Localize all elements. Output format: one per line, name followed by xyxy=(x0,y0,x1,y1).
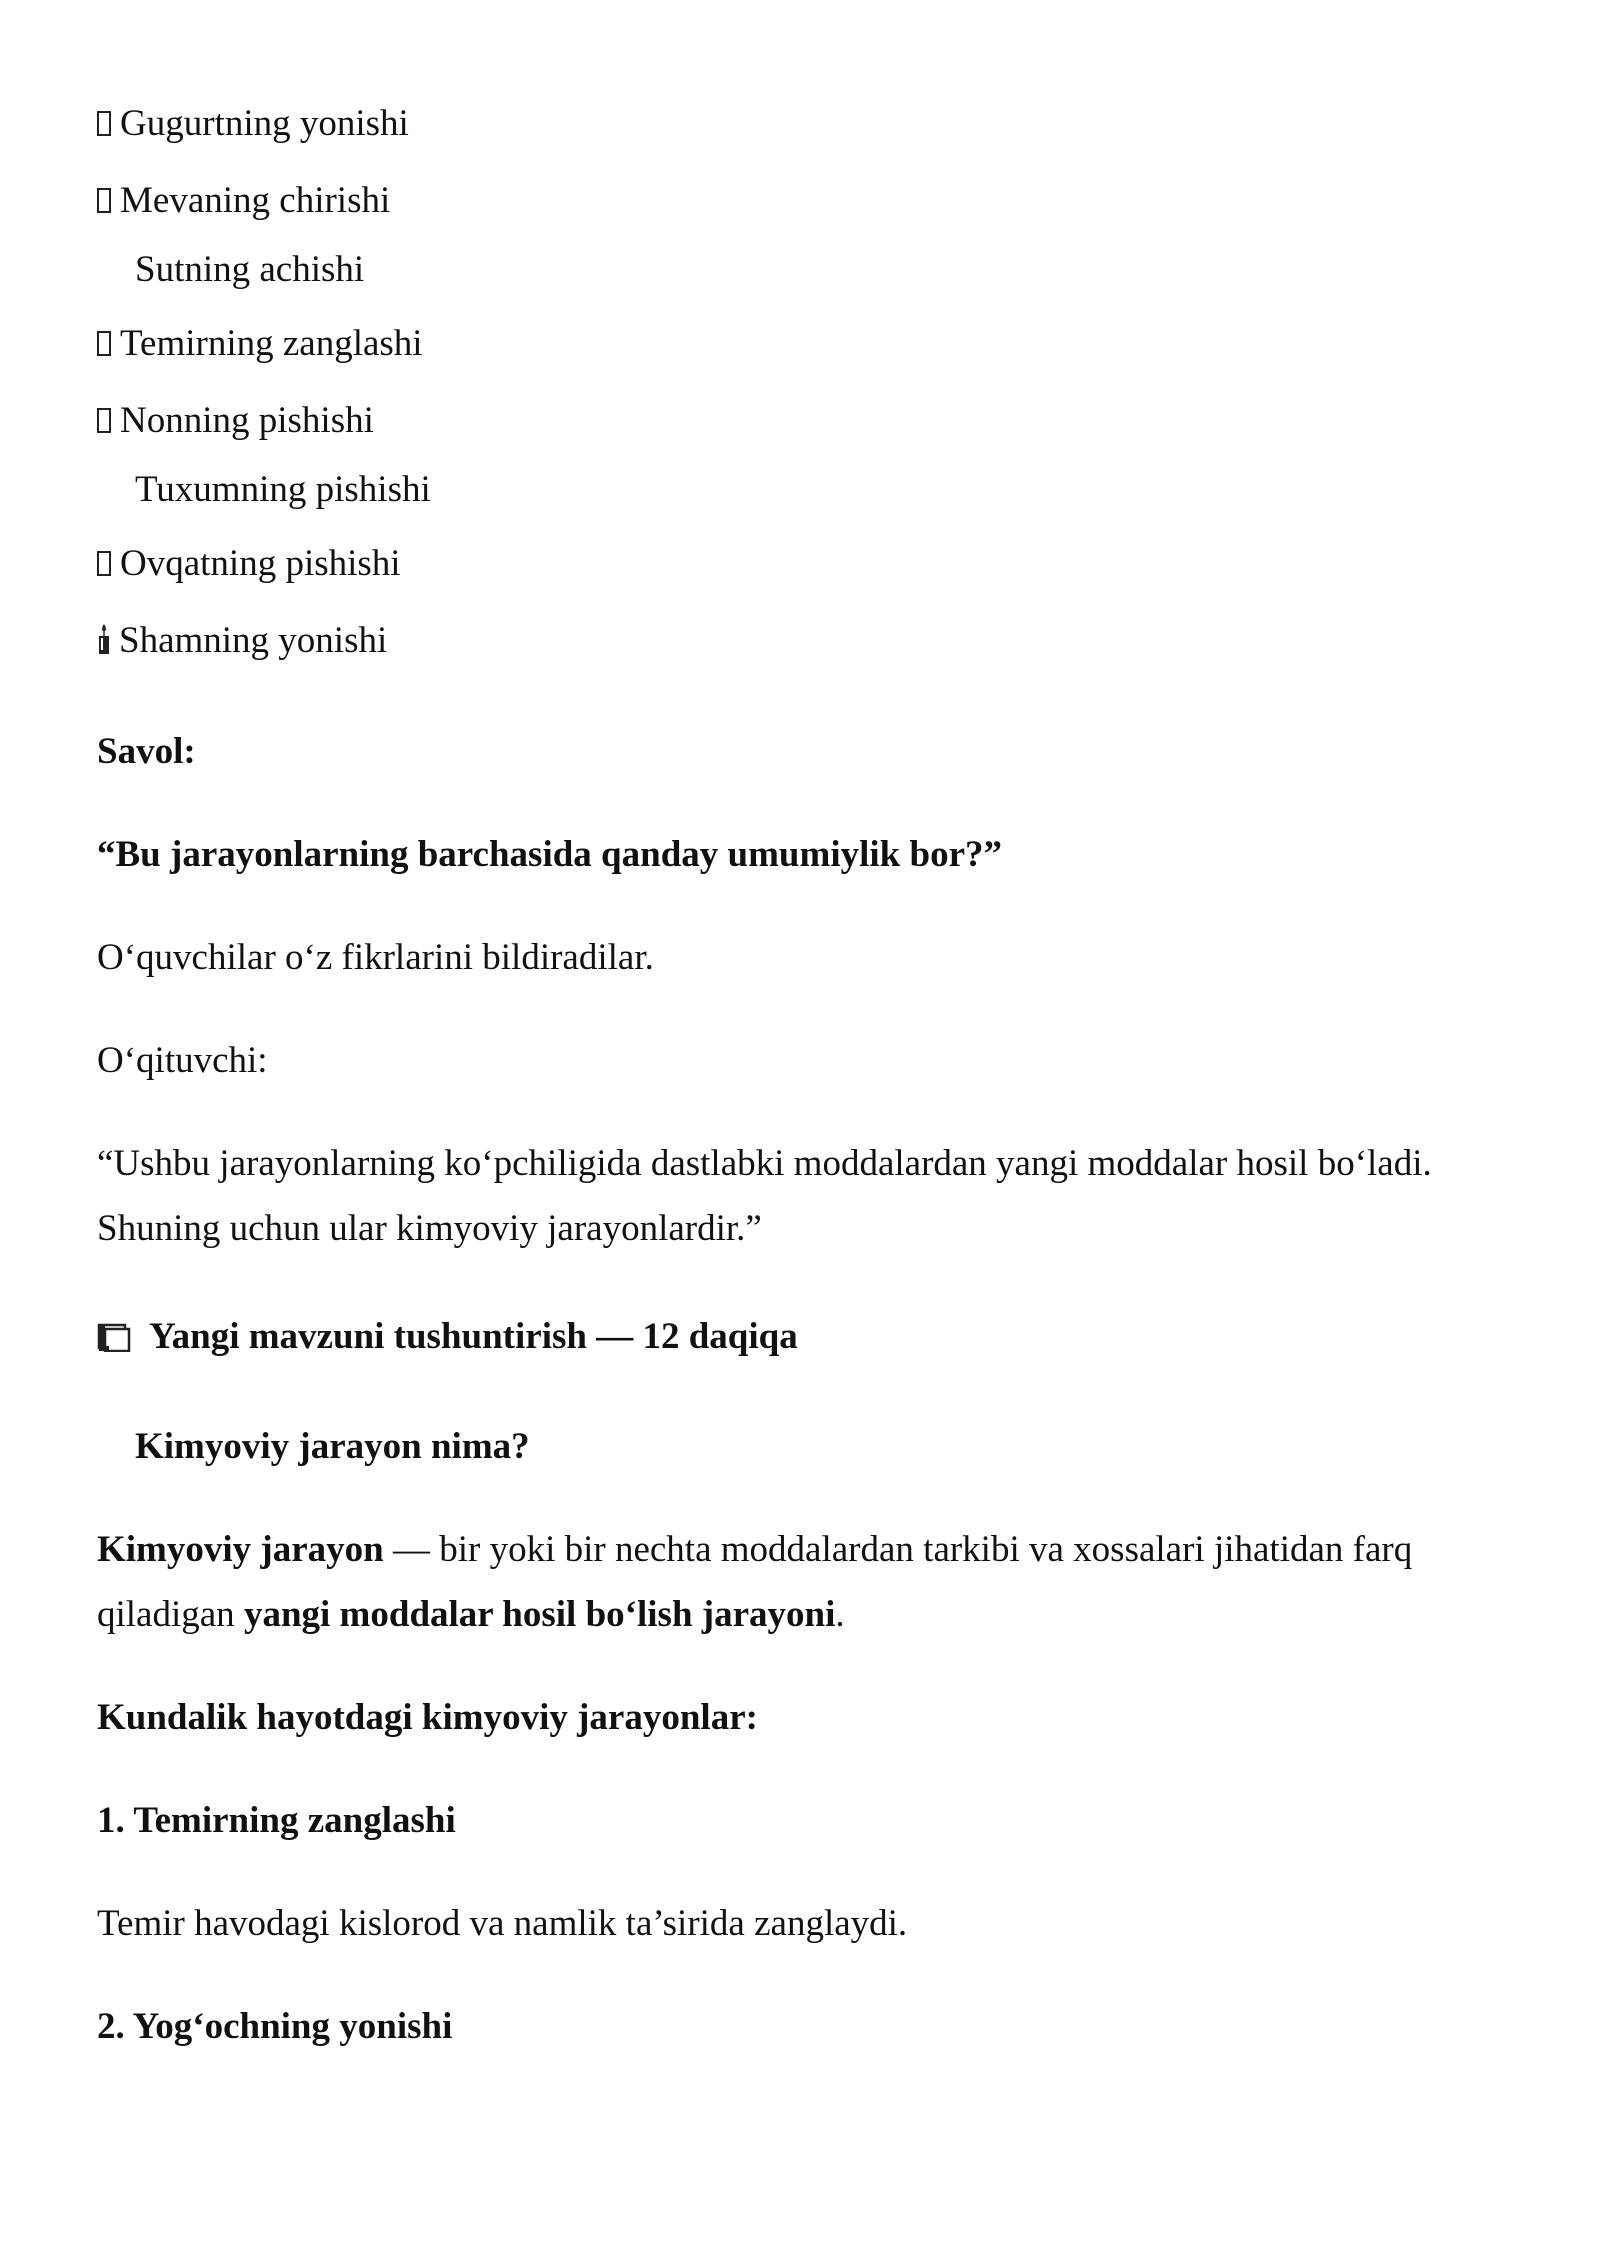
everyday-item1-title: 1. Temirning zanglashi xyxy=(97,1800,456,1841)
candle-icon xyxy=(97,623,111,655)
box-glyph-icon xyxy=(97,188,111,213)
definition-line1: Kimyoviy jarayon — bir yoki bir nechta moddalardan tarkibi va xossalari jihatidan farq xyxy=(97,1529,1413,1570)
list-item: Temirning zanglashi xyxy=(97,320,423,368)
question-text: “Bu jarayonlarning barchasida qanday umumiylik bor?” xyxy=(97,834,1003,875)
box-glyph-icon xyxy=(97,408,111,433)
definition-line2: qiladigan yangi moddalar hosil bo‘lish jarayoni. xyxy=(97,1594,845,1635)
section-title: Yangi mavzuni tushuntirish — 12 daqiqa xyxy=(97,1313,798,1361)
everyday-item2-title: 2. Yog‘ochning yonishi xyxy=(97,2006,453,2047)
book-icon xyxy=(97,1322,131,1352)
teacher-quote-line1: “Ushbu jarayonlarning ko‘pchiligida dastlabki moddalardan yangi moddalar hosil bo‘ladi. xyxy=(97,1143,1432,1184)
list-item: Ovqatning pishishi xyxy=(97,540,401,588)
everyday-item1-text: Temir havodagi kislorod va namlik ta’sirida zanglaydi. xyxy=(97,1903,908,1944)
list-item: Tuxumning pishishi xyxy=(135,469,431,510)
list-item: Sutning achishi xyxy=(135,249,365,290)
everyday-heading: Kundalik hayotdagi kimyoviy jarayonlar: xyxy=(97,1697,758,1738)
list-item: Gugurtning yonishi xyxy=(97,100,409,148)
list-item: Shamning yonishi xyxy=(97,617,387,665)
list-item: Nonning pishishi xyxy=(97,397,374,445)
students-reply: O‘quvchilar o‘z fikrlarini bildiradilar. xyxy=(97,937,654,978)
list-item: Mevaning chirishi xyxy=(97,177,390,225)
teacher-label: O‘qituvchi: xyxy=(97,1040,268,1081)
box-glyph-icon xyxy=(97,331,111,356)
box-glyph-icon xyxy=(97,111,111,136)
box-glyph-icon xyxy=(97,551,111,576)
question-label: Savol: xyxy=(97,731,196,772)
section-subtitle: Kimyoviy jarayon nima? xyxy=(135,1426,530,1467)
definition-term: Kimyoviy jarayon xyxy=(97,1529,384,1570)
teacher-quote-line2: Shuning uchun ular kimyoviy jarayonlardir.” xyxy=(97,1208,762,1249)
